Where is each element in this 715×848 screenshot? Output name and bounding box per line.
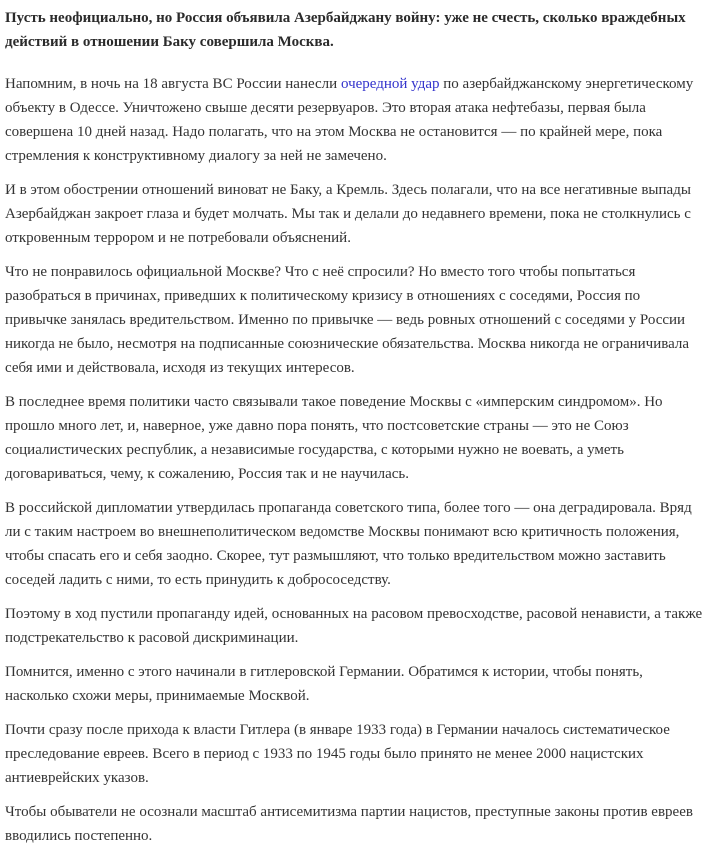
article-lead-paragraph: Пусть неофициально, но Россия объявила Азербайджану войну: уже не счесть, сколько враждебных действий в отношении Баку совершила Москва. <box>5 10 686 50</box>
ocherednoy-udar-link[interactable]: очередной удар <box>340 76 440 92</box>
article-paragraph-3: Что не понравилось официальной Москве? Что с неё спросили? Но вместо того чтобы попытаться разобраться в причинах, приведших к политическому кризису в отношениях с соседями, Россия по привычке занялась вредительством. Именно по привычке — ведь ровных отношений с соседями у России никогда не было, несмотря на подписанные союзнические обязательства. Москва никогда не ограничивала себя ими и действовала, исходя из текущих интересов. <box>5 264 690 376</box>
article-paragraph-6: Поэтому в ход пустили пропаганду идей, основанных на расовом превосходстве, расовой ненависти, а также подстрекательство к расовой дискриминации. <box>5 606 703 646</box>
article-paragraph-2: И в этом обострении отношений виноват не Баку, а Кремль. Здесь полагали, что на все негативные выпады Азербайджан закроет глаза и будет молчать. Мы так и делали до недавнего времени, пока не столкнулись с откровенным террором и не потребовали объяснений. <box>5 182 691 246</box>
paragraph-1-text-before-link: Напомним, в ночь на 18 августа ВС России нанесли <box>5 76 341 92</box>
article-paragraph-4: В последнее время политики часто связывали такое поведение Москвы с «имперским синдромом». Но прошло много лет, и, наверное, уже давно пора понять, что постсоветские страны — это не Союз социалистических республик, а независимые государства, с которыми нужно не воевать, а уметь договариваться, чему, к сожалению, Россия так и не научилась. <box>5 394 663 482</box>
article-paragraph-7: Помнится, именно с этого начинали в гитлеровской Германии. Обратимся к истории, чтобы понять, насколько схожи меры, принимаемые Москвой. <box>5 664 643 704</box>
article-paragraph-1 <box>5 72 705 168</box>
article-paragraph-8: Почти сразу после прихода к власти Гитлера (в январе 1933 года) в Германии началось систематическое преследование евреев. Всего в период с 1933 по 1945 годы было принято не менее 2000 нацистских антиеврейских указов. <box>5 722 670 786</box>
article-paragraph-5: В российской дипломатии утвердилась пропаганда советского типа, более того — она деградировала. Вряд ли с таким настроем во внешнеполитическом ведомстве Москвы понимают всю критичность положения, чтобы спасать его и себя заодно. Скорее, тут размышляют, что только вредительством можно заставить соседей ладить с ними, то есть принудить к добрососедству. <box>5 500 692 588</box>
article-paragraph-9: Чтобы обыватели не осознали масштаб антисемитизма партии нацистов, преступные законы против евреев вводились постепенно. <box>5 804 693 844</box>
paragraph-1-text-after-link: по азербайджанскому энергетическому объекту в Одессе. Уничтожено свыше десяти резервуаров. Это вторая атака нефтебазы, первая была совершена 10 дней назад. Надо полагать, что на этом Москва не остановится — по крайней мере, пока стремления к конструктивному диалогу за ней не замечено. <box>5 76 694 164</box>
